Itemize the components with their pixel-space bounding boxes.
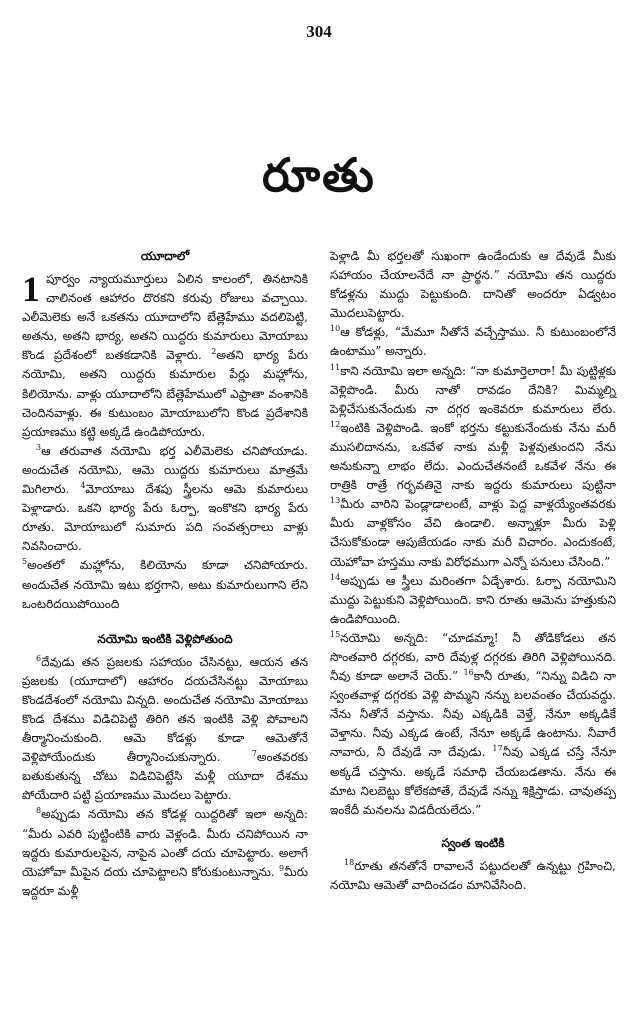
- verse-number: 8: [36, 806, 42, 816]
- paragraph: [330, 572, 616, 629]
- verse-text: కానీ రూతు, “నిన్ను విడిచి నా స్వంతవాళ్ల దగ్గరకు వెళ్లి పొమ్మని నన్ను బలవంతం చేయవద్దు. నేను నీతోనే వస్తాను. నీవు ఎక్కడికి వెళ్తే, నేనూ అక్కడికే వెళ్తాను. నీవు ఎక్కడ ఉంటే, నేనూ అక్కడే ఉంటాను. నీవారే నావారు, నీ దేవుడే నా దేవుడు.: [330, 669, 616, 760]
- verse-number: 7: [251, 749, 257, 759]
- verse-number: 11: [330, 362, 341, 372]
- verse-text: పెళ్లాడి మీ భర్తలతో సుఖంగా ఉండేందుకు ఆ దేవుడే మీకు సహాయం చేయాలనేదే నా ప్రార్థన.” నయోమి తన యిద్దరు కోడళ్లను ముద్దు పెట్టుకుంది. దానితో అందరూ ఏడ్వటం మొదలుపెట్టారు.: [330, 249, 616, 321]
- verse-text: మీరు వారిని పెండ్లాడాలంటే, వాళ్లు పెద్ద వాళ్లయ్యేంతవరకు మీరు వాళ్లకోసం వేచి ఉండాలి. అన్నాళ్లూ మీరు పెళ్లి చేసుకోకుండా ఆపుజేయడం నాకు మరీ విచారం. ఎందుకంటే, యెహోవా హస్తము నాకు విరోధముగా ఎన్నో పనులు చేసింది.”: [330, 497, 616, 569]
- verse-text: నయోమి అన్నది: “చూడమ్మా! నీ తోడికోడలు తన సొంతవారి దగ్గరకు, వారి దేవుళ్ల దగ్గరకు తిరిగి వెళ్లిపోయినది. నీవు కూడా అలానే చెయ్.”: [330, 630, 616, 684]
- verse-number: 2: [211, 347, 217, 357]
- verse-text: అతని భార్య పేరు నయోమి, అతని యిద్దరు కుమారుల పేర్లు మహ్లోను, కిలియోను. వాళ్లు యూదాలోని బేత్లెహేములో ఎఫ్రాతా వంశానికి చెందినవాళ్లు. ఈ కుటుంబం మోయాబులోని కొండ ప్రదేశానికి ప్రయాణము కట్టి అక్కడే ఉండిపోయారు.: [22, 348, 308, 439]
- paragraph: [22, 270, 308, 442]
- book-title: రూతు: [262, 148, 376, 202]
- verse-text: అంతవరకు బతుకుతున్న చోటు విడిచిపెట్టేసి మళ్లీ యూదా దేశము పోయేదారి పట్టి ప్రయాణము మొదలు పెట్టారు.: [22, 750, 308, 803]
- verse-text: మీరు ఇద్దరూ మళ్లీ: [22, 864, 308, 898]
- verse-number: 17: [492, 744, 503, 754]
- paragraph: [22, 653, 308, 806]
- verse-text: రూతు తనతోనే రావాలనే పట్టుదలతో ఉన్నట్టు గ్రహించి, నయోమి ఆమెతో వాదించడం మానివేసింది.: [330, 858, 616, 892]
- section-heading: యూదాలో: [140, 249, 190, 263]
- paragraph: [330, 247, 616, 323]
- verse-number: 10: [330, 324, 341, 334]
- section-heading: నయోమి ఇంటికి వెళ్లిపోతుంది: [97, 631, 233, 646]
- paragraph: [330, 857, 616, 895]
- section-heading: స్వంత ఇంటికి: [441, 835, 505, 850]
- verse-number: 18: [344, 857, 355, 867]
- left-column: [22, 247, 308, 901]
- verse-number: 15: [330, 629, 341, 639]
- paragraph: [22, 805, 308, 900]
- verse-number: 13: [330, 496, 341, 506]
- verse-number: 14: [330, 572, 341, 582]
- verse-number: 6: [36, 653, 42, 663]
- paragraph: [22, 442, 308, 557]
- verse-number: 4: [80, 481, 86, 491]
- verse-number: 16: [463, 668, 474, 678]
- verse-number: 3: [36, 442, 42, 452]
- verse-text: అంతలో మహ్లోను, కిలియోను కూడా చనిపోయారు. అందుచేత నయోమి ఇటు భర్తగాని, అటు కుమారులుగాని లేని ఒంటరిదయిపోయింది: [22, 558, 308, 611]
- verse-text: ఆ తరువాత నయోమి భర్త ఎలీమెలెకు చనిపోయాడు. అందుచేత నయోమి, ఆమె యిద్దరు కుమారులు మాత్రమే మిగిలారు.: [22, 443, 308, 497]
- paragraph: [330, 323, 616, 361]
- verse-text: అప్పుడు ఆ స్త్రీలు మరింతగా ఏడ్చేశారు. ఓర్పా నయోమిని ముద్దు పెట్టుకుని వెళ్లిపోయింది. కాని రూతు ఆమెను హత్తుకుని ఉండిపోయింది.: [330, 573, 616, 626]
- verse-number: 5: [22, 557, 28, 567]
- verse-number: 9: [278, 863, 285, 873]
- paragraph: [330, 629, 616, 820]
- verse-text: దేవుడు తన ప్రజలకు సహాయం చేసినట్టు, ఆయన తన ప్రజలకు (యూదాలో) ఆహారం దయచేసినట్టు మోయాబు కొండదేశంలో నయోమి విన్నది. అందుచేత నయోమి మోయాబు కొండ దేశము విడిచిపెట్టి తిరిగి తన ఇంటికి వెళ్లి పోవాలని తీర్మానించుకుంది. ఆమె కోడళ్లు కూడా ఆమెతోనే వెళ్లిపోయేందుకు తీర్మానించుకున్నారు.: [22, 654, 308, 765]
- verse-text: ఇంటికి వెళ్లిపొండి. ఇంకో భర్తను కట్టుకునేందుకు నేను మరీ ముసలిదానను, ఒకవేళ నాకు మళ్లీ పెళ్లవుతుందని నేను అనుకున్నా లాభం లేదు. ఎందుచేతనంటే ఒకవేళ నేను ఈ రాత్రికి రాత్రే గర్భవతినై నాకు ఇద్దరు కుమారులు పుట్టినా: [330, 420, 616, 493]
- verse-text: అప్పుడు నయోమి తన కోడళ్ల యిద్దరితో ఇలా అన్నది: “మీరు ఎవరి పుట్టింటికి వారు వెళ్లండి. మీరు చనిపోయిన నా ఇద్దరు కుమారులపైన, నాపైన ఎంతో దయ చూపెట్టారు. అలాగే యెహోవా మీపైన దయ చూపెట్టాలని కోరుకుంటున్నాను.: [22, 807, 308, 879]
- right-column: [330, 247, 616, 895]
- chapter-number: 1: [22, 269, 40, 309]
- verse-text: ఆ కోడళ్లు, “మేమూ నీతోనే వచ్చేస్తాము. నీ కుటుంబంలోనే ఉంటాము” అన్నారు.: [330, 325, 616, 359]
- page-number: 304: [306, 22, 332, 41]
- verse-text: మోయాబు దేశపు స్త్రీలను ఆమె కుమారులు పెళ్లాడారు. ఒకని భార్య పేరు ఓర్పా, ఇంకొకని భార్య పేరు రూతు. మోయాబులో సుమారు పది సంవత్సరాలు వాళ్లు నివసించారు.: [22, 482, 308, 554]
- verse-text: పూర్వం న్యాయమూర్తులు ఏలిన కాలంలో, తినటానికి చాలినంత ఆహారం దొరకని కరువు రోజులు వచ్చాయి. ఎలీమెలెకు అనే ఒకతను యూదాలోని బేత్లెహేము వదలిపెట్టి, అతను, అతని భార్య, అతని యిద్దరు కుమారులు మోయాబు కొండ ప్రదేశంలో బతకడానికి వెళ్లారు.: [22, 272, 308, 363]
- paragraph: [22, 556, 308, 613]
- verse-text: కాని నయోమి ఇలా అన్నది: “నా కుమార్తెలారా! మీ పుట్టిళ్లకు వెళ్లిపొండి. మీరు నాతో రావడం దేనికి? మిమ్మల్ని పెళ్లిచేసుకునేందుకు నా దగ్గర ఇంకెవరూ కుమారులు లేరు.: [330, 363, 616, 416]
- verse-text: నీవు ఎక్కడ చస్తే నేనూ అక్కడే చస్తాను. అక్కడే సమాధి చేయబడతాను. నేను ఈ మాట నిలబెట్టు కోలేకపోతే, దేవుడే నన్ను శిక్షిస్తాడు. చావుతప్ప ఇంకేదీ మనలను విడదీయలేదు.”: [330, 745, 616, 817]
- paragraph: [330, 362, 616, 572]
- verse-number: 12: [330, 419, 341, 429]
